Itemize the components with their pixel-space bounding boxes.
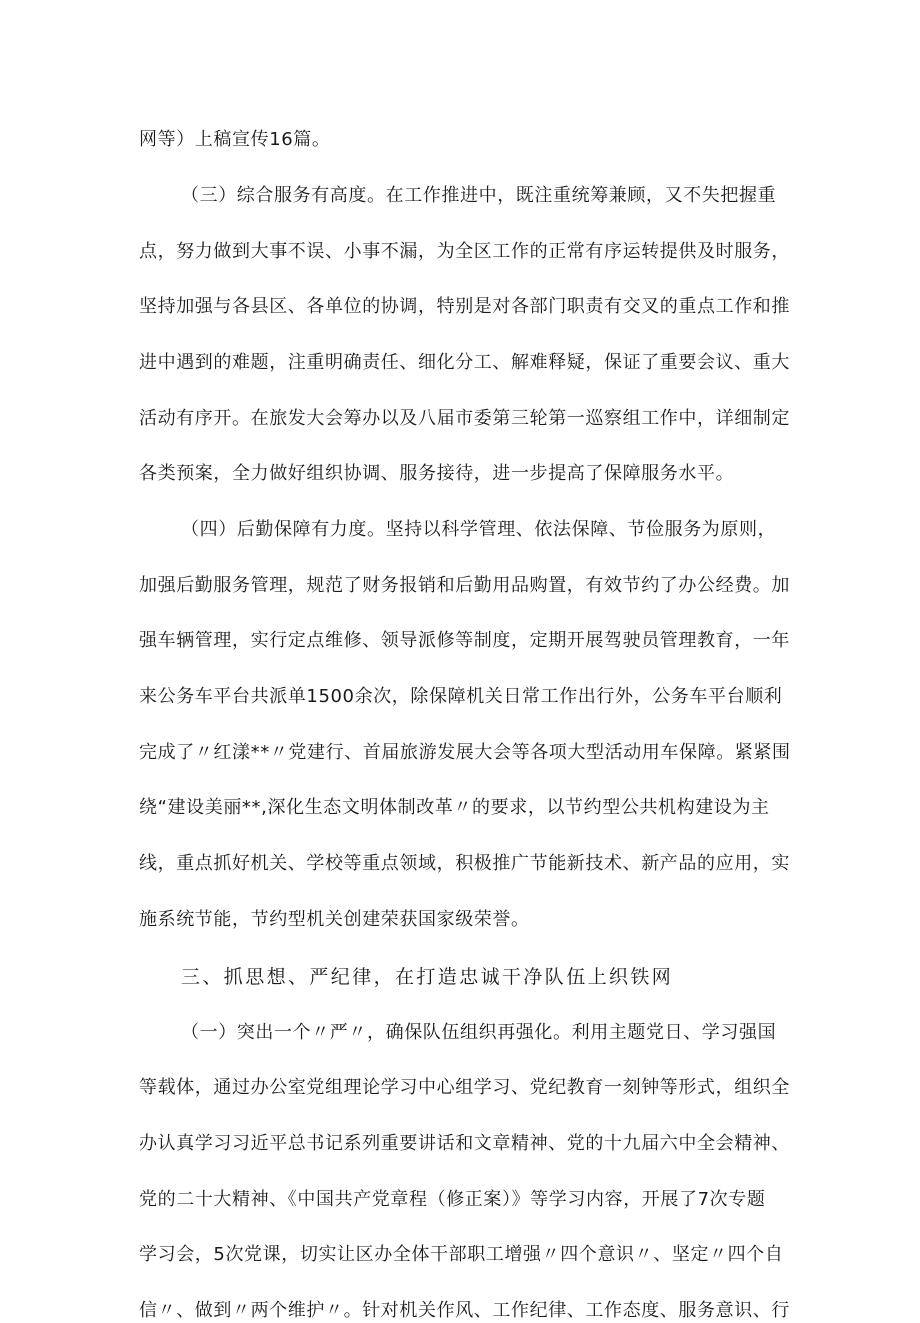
paragraph-line: 等载体，通过办公室党组理论学习中心组学习、党纪教育一刻钟等形式，组织全 bbox=[139, 1077, 790, 1098]
paragraph-line: 网等）上稿宣传16篇。 bbox=[139, 129, 331, 150]
paragraph-line: 强车辆管理，实行定点维修、领导派修等制度，定期开展驾驶员管理教育，一年 bbox=[139, 630, 790, 651]
paragraph-line: （四）后勤保障有力度。坚持以科学管理、依法保障、节俭服务为原则， bbox=[181, 519, 777, 540]
section-heading: 三、抓思想、严纪律，在打造忠诚干净队伍上织铁网 bbox=[181, 966, 674, 988]
paragraph-line: 进中遇到的难题，注重明确责任、细化分工、解难释疑，保证了重要会议、重大 bbox=[139, 352, 790, 373]
paragraph-line: 来公务车平台共派单1500余次，除保障机关日常工作出行外，公务车平台顺利 bbox=[139, 686, 783, 707]
paragraph-line: 学习会，5次党课，切实让区办全体干部职工增强〃四个意识〃、坚定〃四个自 bbox=[139, 1244, 784, 1265]
paragraph-line: 点，努力做到大事不误、小事不漏，为全区工作的正常有序运转提供及时服务， bbox=[139, 241, 790, 262]
paragraph-line: （一）突出一个〃严〃，确保队伍组织再强化。利用主题党日、学习强国 bbox=[181, 1022, 777, 1043]
paragraph-line: 信〃、做到〃两个维护〃。针对机关作风、工作纪律、工作态度、服务意识、行 bbox=[139, 1300, 790, 1321]
paragraph-line: 完成了〃红漾**〃党建行、首届旅游发展大会等各项大型活动用车保障。紧紧围 bbox=[139, 742, 791, 763]
paragraph-line: 办认真学习习近平总书记系列重要讲话和文章精神、党的十九届六中全会精神、 bbox=[139, 1133, 790, 1154]
paragraph-line: 线，重点抓好机关、学校等重点领域，积极推广节能新技术、新产品的应用，实 bbox=[139, 853, 790, 874]
paragraph-line: 活动有序开。在旅发大会筹办以及八届市委第三轮第一巡察组工作中，详细制定 bbox=[139, 408, 790, 429]
paragraph-line: 施系统节能，节约型机关创建荣获国家级荣誉。 bbox=[139, 909, 530, 930]
paragraph-line: 坚持加强与各县区、各单位的协调，特别是对各部门职责有交叉的重点工作和推 bbox=[139, 296, 790, 317]
paragraph-line: （三）综合服务有高度。在工作推进中，既注重统筹兼顾，又不失把握重 bbox=[181, 185, 777, 206]
paragraph-line: 各类预案，全力做好组织协调、服务接待，进一步提高了保障服务水平。 bbox=[139, 463, 735, 484]
paragraph-line: 党的二十大精神、《中国共产党章程（修正案）》等学习内容，开展了7次专题 bbox=[139, 1189, 766, 1210]
paragraph-line: 加强后勤服务管理，规范了财务报销和后勤用品购置，有效节约了办公经费。加 bbox=[139, 575, 790, 596]
paragraph-line: 绕“建设美丽**,深化生态文明体制改革〃的要求，以节约型公共机构建设为主 bbox=[139, 797, 770, 818]
